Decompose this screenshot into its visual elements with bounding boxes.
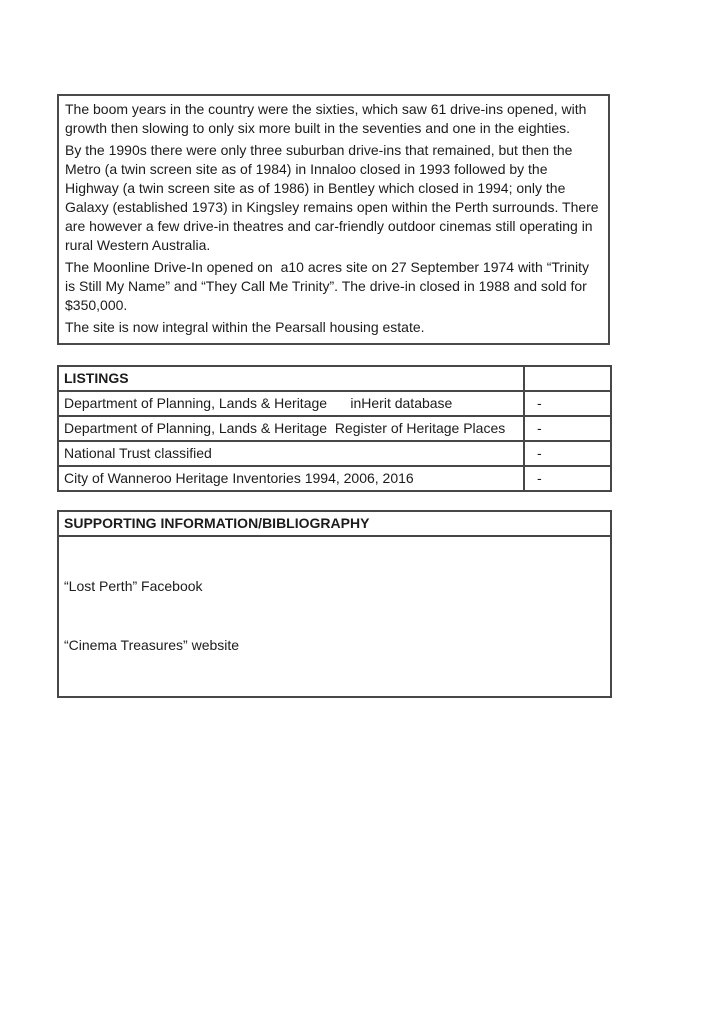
bibliography-table: [57, 510, 612, 698]
listings-header-status-cell: [524, 366, 611, 391]
bibliography-header-cell: SUPPORTING INFORMATION/BIBLIOGRAPHY: [58, 511, 611, 536]
listings-header-cell: LISTINGS: [58, 366, 524, 391]
bibliography-header-row: [58, 511, 611, 536]
listings-header-row: [58, 366, 611, 391]
listings-cell-source: Department of Planning, Lands & Heritage inHerit database: [58, 391, 524, 416]
bibliography-body-cell: [58, 536, 611, 697]
listings-cell-source: National Trust classified: [58, 441, 524, 466]
narrative-paragraph: By the 1990s there were only three suburban drive-ins that remained, but then the Metro (a twin screen site as of 1984) in Innaloo closed in 1993 followed by the Highway (a twin screen site as of 1986) in Bentley which closed in 1994; only the Galaxy (established 1973) in Kingsley remains open within the Perth surrounds. There are however a few drive-in theatres and car-friendly outdoor cinemas still operating in rural Western Australia.: [65, 142, 603, 253]
table-row: [58, 441, 611, 466]
narrative-paragraph: The boom years in the country were the sixties, which saw 61 drive-ins opened, with growth then slowing to only six more built in the seventies and one in the eighties.: [65, 101, 591, 136]
bibliography-body-row: [58, 536, 611, 697]
listings-cell-status: -: [524, 441, 611, 466]
bibliography-item: “Cinema Treasures” website: [64, 637, 240, 653]
table-row: [58, 391, 611, 416]
listings-cell-status: -: [524, 391, 611, 416]
listings-cell-source: City of Wanneroo Heritage Inventories 1994, 2006, 2016: [58, 466, 524, 491]
table-row: [58, 466, 611, 491]
narrative-box: [57, 94, 610, 345]
narrative-paragraph: The Moonline Drive-In opened on a10 acres site on 27 September 1974 with “Trinity is Still My Name” and “They Call Me Trinity”. The drive-in closed in 1988 and sold for $350,000.: [65, 259, 593, 313]
listings-cell-status: -: [524, 466, 611, 491]
listings-cell-source: Department of Planning, Lands & Heritage Register of Heritage Places: [58, 416, 524, 441]
bibliography-item: “Lost Perth” Facebook: [64, 578, 203, 594]
table-row: [58, 416, 611, 441]
narrative-paragraph: The site is now integral within the Pearsall housing estate.: [65, 319, 425, 335]
listings-table: [57, 365, 612, 492]
listings-cell-status: -: [524, 416, 611, 441]
